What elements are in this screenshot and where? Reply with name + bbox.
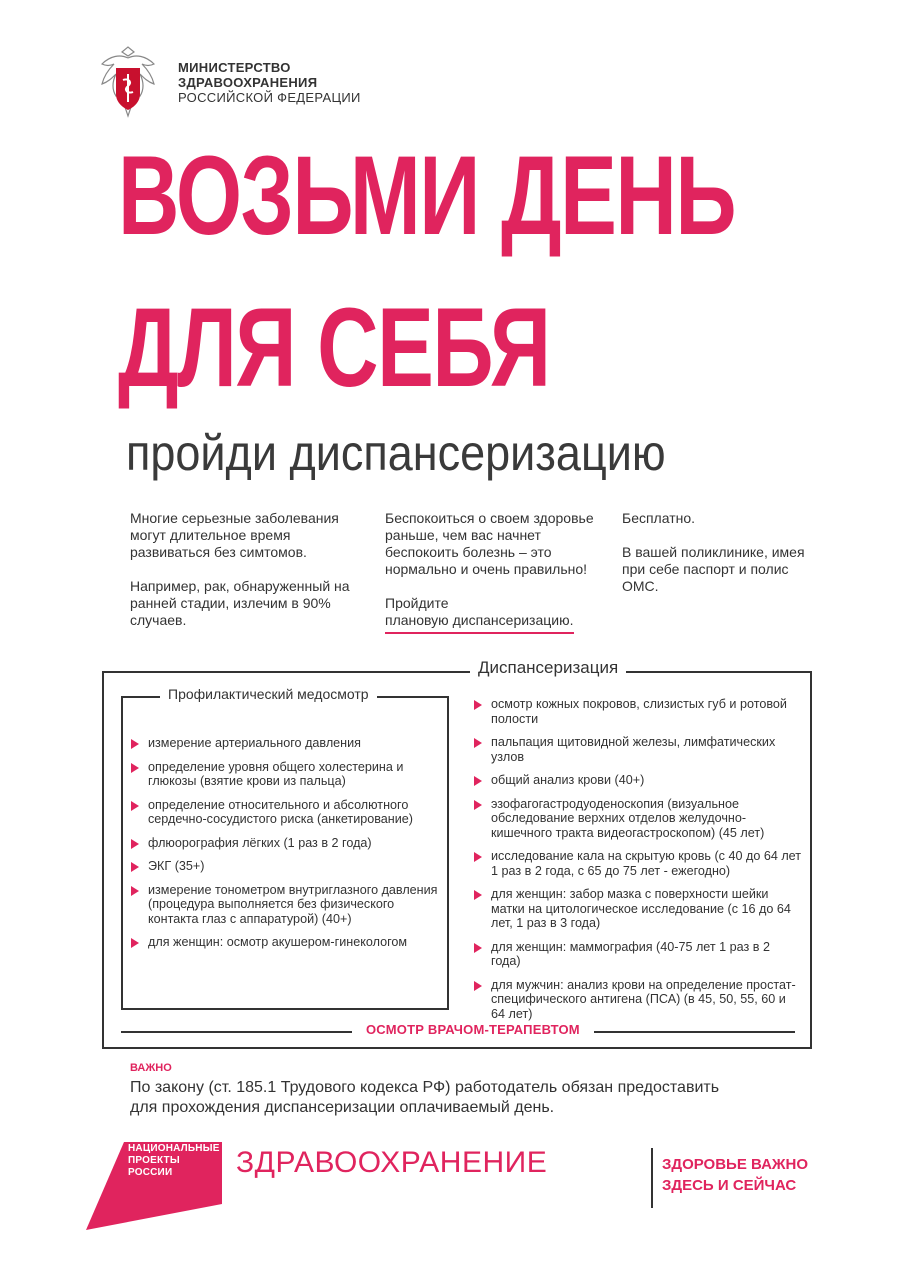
ministry-line-1: МИНИСТЕРСТВО: [178, 60, 291, 75]
list-item: исследование кала на скрытую кровь (с 40 до 64 лет 1 раз в 2 года, с 65 до 75 лет - ежегодно): [473, 849, 803, 878]
headline-line-2: ДЛЯ СЕБЯ: [118, 285, 550, 410]
slogan: [662, 1154, 808, 1196]
col3-paragraph-1: Бесплатно.: [622, 510, 696, 526]
list-item: для мужчин: анализ крови на определение простат-специфического антигена (ПСА) (в 45, 50, 55, 60 и 64 лет): [473, 978, 803, 1022]
col3-paragraph-2: В вашей поликлинике, имея при себе паспорт и полис ОМС.: [622, 544, 805, 594]
important-text: По закону (ст. 185.1 Трудового кодекса РФ) работодатель обязан предоставить для прохождения диспансеризации оплачиваемый день.: [130, 1079, 720, 1116]
ministry-emblem-icon: [92, 44, 164, 124]
list-item: общий анализ крови (40+): [473, 773, 803, 788]
ministry-line-3: РОССИЙСКОЙ ФЕДЕРАЦИИ: [178, 90, 361, 105]
col2-paragraph-2: [385, 595, 605, 634]
info-column-2: [385, 510, 605, 651]
col1-paragraph-2: Например, рак, обнаруженный на ранней стадии, излечим в 90% случаев.: [130, 578, 350, 628]
list-item: измерение тонометром внутриглазного давления (процедура выполняется без физического контакта глаз с аппаратурой) (40+): [130, 883, 440, 927]
subheadline: пройди диспансеризацию: [126, 425, 666, 481]
checkup-list: [130, 736, 440, 959]
extra-exam-list: [473, 697, 803, 1030]
list-item: пальпация щитовидной железы, лимфатических узлов: [473, 735, 803, 764]
col2-call-to-action-underlined: плановую диспансеризацию.: [385, 612, 574, 634]
list-item: определение уровня общего холестерина и глюкозы (взятие крови из пальца): [130, 760, 440, 789]
col2-paragraph-1: Беспокоиться о своем здоровье раньше, чем вас начнет беспокоить болезнь – это нормально и очень правильно!: [385, 510, 594, 577]
info-column-3: [622, 510, 822, 612]
slogan-line-2: ЗДЕСЬ И СЕЙЧАС: [662, 1177, 797, 1194]
list-item: осмотр кожных покровов, слизистых губ и ротовой полости: [473, 697, 803, 726]
np-line-1: НАЦИОНАЛЬНЫЕ: [128, 1143, 220, 1154]
slogan-line-1: ЗДОРОВЬЕ ВАЖНО: [662, 1156, 808, 1173]
dispensary-title: Диспансеризация: [470, 658, 626, 678]
list-item: измерение артериального давления: [130, 736, 440, 751]
info-column-1: [130, 510, 370, 646]
col1-paragraph-1: Многие серьезные заболевания могут длительное время развиваться без симтомов.: [130, 510, 339, 560]
np-line-3: РОССИИ: [128, 1167, 173, 1178]
list-item: для женщин: маммография (40-75 лет 1 раз в 2 года): [473, 940, 803, 969]
footer-divider: [651, 1148, 653, 1208]
list-item: для женщин: осмотр акушером-гинекологом: [130, 935, 440, 950]
col2-call-to-action: Пройдите: [385, 595, 449, 611]
list-item: для женщин: забор мазка с поверхности шейки матки на цитологическое исследование (с 16 до 64 лет, 1 раз в 3 года): [473, 887, 803, 931]
project-name: ЗДРАВООХРАНЕНИЕ: [236, 1146, 548, 1179]
list-item: флюорография лёгких (1 раз в 2 года): [130, 836, 440, 851]
ministry-name: [178, 60, 361, 105]
therapist-label: ОСМОТР ВРАЧОМ-ТЕРАПЕВТОМ: [352, 1022, 594, 1037]
headline-line-1: ВОЗЬМИ ДЕНЬ: [118, 133, 736, 258]
list-item: определение относительного и абсолютного сердечно-сосудистого риска (анкетирование): [130, 798, 440, 827]
checkup-title: Профилактический медосмотр: [160, 686, 377, 702]
national-projects-label: [128, 1143, 220, 1179]
important-heading: ВАЖНО: [130, 1062, 172, 1074]
ministry-line-2: ЗДРАВООХРАНЕНИЯ: [178, 75, 318, 90]
list-item: ЭКГ (35+): [130, 859, 440, 874]
list-item: эзофагогастродуоденоскопия (визуальное обследование верхних отделов желудочно-кишечного тракта видеогастроскопом) (45 лет): [473, 797, 803, 841]
np-line-2: ПРОЕКТЫ: [128, 1155, 180, 1166]
